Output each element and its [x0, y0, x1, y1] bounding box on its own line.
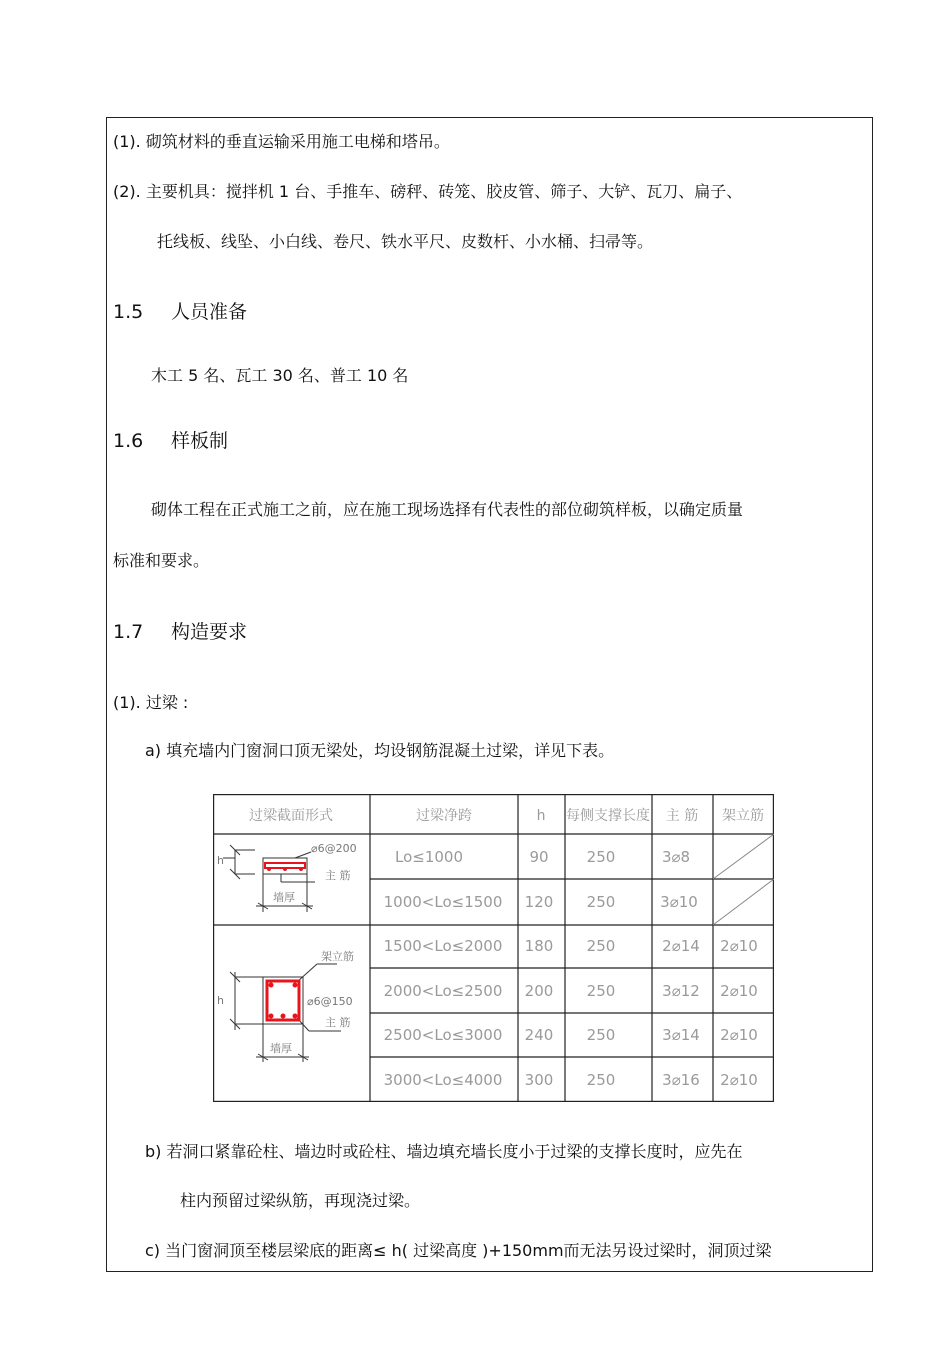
text-line: b) 若洞口紧靠砼柱、墙边时或砼柱、墙边填充墙长度小于过梁的支撑长度时，应先在 [145, 1142, 743, 1161]
table-row [384, 937, 758, 955]
section-number: 1.5 [113, 301, 144, 323]
header-cell: 过梁净跨 [416, 808, 472, 824]
span-cell: Lo≤1000 [394, 848, 464, 866]
main-rebar-cell: 3⌀14 [662, 1026, 700, 1044]
text-line: 标准和要求。 [113, 551, 210, 570]
table-row [395, 848, 690, 866]
text-line: (1). 砌筑材料的垂直运输采用施工电梯和塔吊。 [113, 132, 450, 151]
support-cell: 250 [586, 848, 616, 866]
section-heading [113, 300, 247, 324]
span-cell: 1500<Lo≤2000 [383, 937, 503, 955]
main-rebar-label: 主 筋 [325, 869, 351, 882]
span-cell: 3000<Lo≤4000 [383, 1071, 503, 1089]
stirrup-label: ⌀6@150 [307, 995, 353, 1008]
h-cell: 200 [524, 982, 554, 1000]
text-line: 砌体工程在正式施工之前，应在施工现场选择有代表性的部位砌筑样板，以确定质量 [151, 500, 744, 519]
erect-rebar-cell: 2⌀10 [720, 1071, 758, 1089]
span-cell: 2500<Lo≤3000 [383, 1026, 503, 1044]
header-cell: 架立筋 [722, 808, 764, 824]
rebar-dot [269, 1014, 274, 1019]
rebar-dot [281, 1014, 286, 1019]
text-line: a) 填充墙内门窗洞口顶无梁处，均设钢筋混凝土过梁，详见下表。 [145, 741, 615, 760]
span-cell: 1000<Lo≤1500 [383, 893, 503, 911]
stirrup-label: ⌀6@200 [311, 842, 357, 855]
lintel-section-sketch-small [217, 842, 357, 912]
text-line: (2). 主要机具：搅拌机 1 台、手推车、磅秤、砖笼、胶皮管、筛子、大铲、瓦刀、扁子、 [113, 182, 743, 201]
main-rebar-cell: 2⌀14 [662, 937, 700, 955]
table-row [384, 1026, 758, 1044]
h-cell: 120 [524, 893, 554, 911]
height-label: h [217, 854, 224, 867]
rebar-dot [293, 983, 298, 988]
main-rebar-cell: 3⌀10 [660, 893, 698, 911]
h-cell: 300 [524, 1071, 554, 1089]
section-heading [113, 620, 247, 644]
support-cell: 250 [586, 893, 616, 911]
support-cell: 250 [586, 937, 616, 955]
text-line: 柱内预留过梁纵筋，再现浇过梁。 [180, 1191, 421, 1210]
table-row [384, 982, 758, 1000]
text-line: (1). 过梁 : [113, 693, 189, 712]
support-cell: 250 [586, 1026, 616, 1044]
text-line: c) 当门窗洞顶至楼层梁底的距离≤ h( 过梁高度 )+150mm而无法另设过梁时，洞顶过梁 [145, 1241, 772, 1260]
lintel-section-sketch-large [217, 949, 354, 1062]
rebar-dot [267, 867, 271, 871]
header-cell: 过梁截面形式 [249, 808, 333, 824]
rebar-dot [283, 867, 287, 871]
height-label: h [217, 994, 224, 1007]
header-cell: h [536, 808, 546, 824]
table-row [384, 1071, 758, 1089]
section-title: 构造要求 [171, 621, 248, 643]
main-rebar-cell: 3⌀16 [662, 1071, 700, 1089]
main-rebar-cell: 3⌀12 [662, 982, 700, 1000]
erect-rebar-cell: 2⌀10 [720, 937, 758, 955]
erect-rebar-cell: 2⌀10 [720, 1026, 758, 1044]
header-cell: 主 筋 [665, 808, 699, 824]
span-cell: 2000<Lo≤2500 [383, 982, 503, 1000]
wall-thickness-label: 墙厚 [273, 891, 295, 904]
text-line: 托线板、线坠、小白线、卷尺、铁水平尺、皮数杆、小水桶、扫帚等。 [157, 232, 654, 251]
h-cell: 180 [524, 937, 554, 955]
section-title: 样板制 [171, 430, 229, 452]
h-cell: 90 [529, 848, 549, 866]
rebar-dot [269, 983, 274, 988]
section-number: 1.6 [113, 430, 144, 452]
support-cell: 250 [586, 1071, 616, 1089]
section-number: 1.7 [113, 621, 144, 643]
main-rebar-label: 主 筋 [325, 1016, 351, 1029]
section-heading [113, 429, 228, 453]
lintel-table-figure [213, 794, 774, 1102]
section-title: 人员准备 [171, 301, 248, 323]
header-cell: 每侧支撑长度 [566, 808, 650, 824]
erect-rebar-label: 架立筋 [321, 950, 354, 963]
support-cell: 250 [586, 982, 616, 1000]
erect-rebar-cell: 2⌀10 [720, 982, 758, 1000]
main-rebar-cell: 3⌀8 [661, 848, 691, 866]
h-cell: 240 [524, 1026, 554, 1044]
table-row [384, 893, 698, 911]
rebar-dot [293, 1014, 298, 1019]
text-line: 木工 5 名、瓦工 30 名、普工 10 名 [151, 366, 409, 385]
rebar-dot [299, 867, 303, 871]
lintel-table [213, 794, 774, 1102]
wall-thickness-label: 墙厚 [270, 1042, 292, 1055]
